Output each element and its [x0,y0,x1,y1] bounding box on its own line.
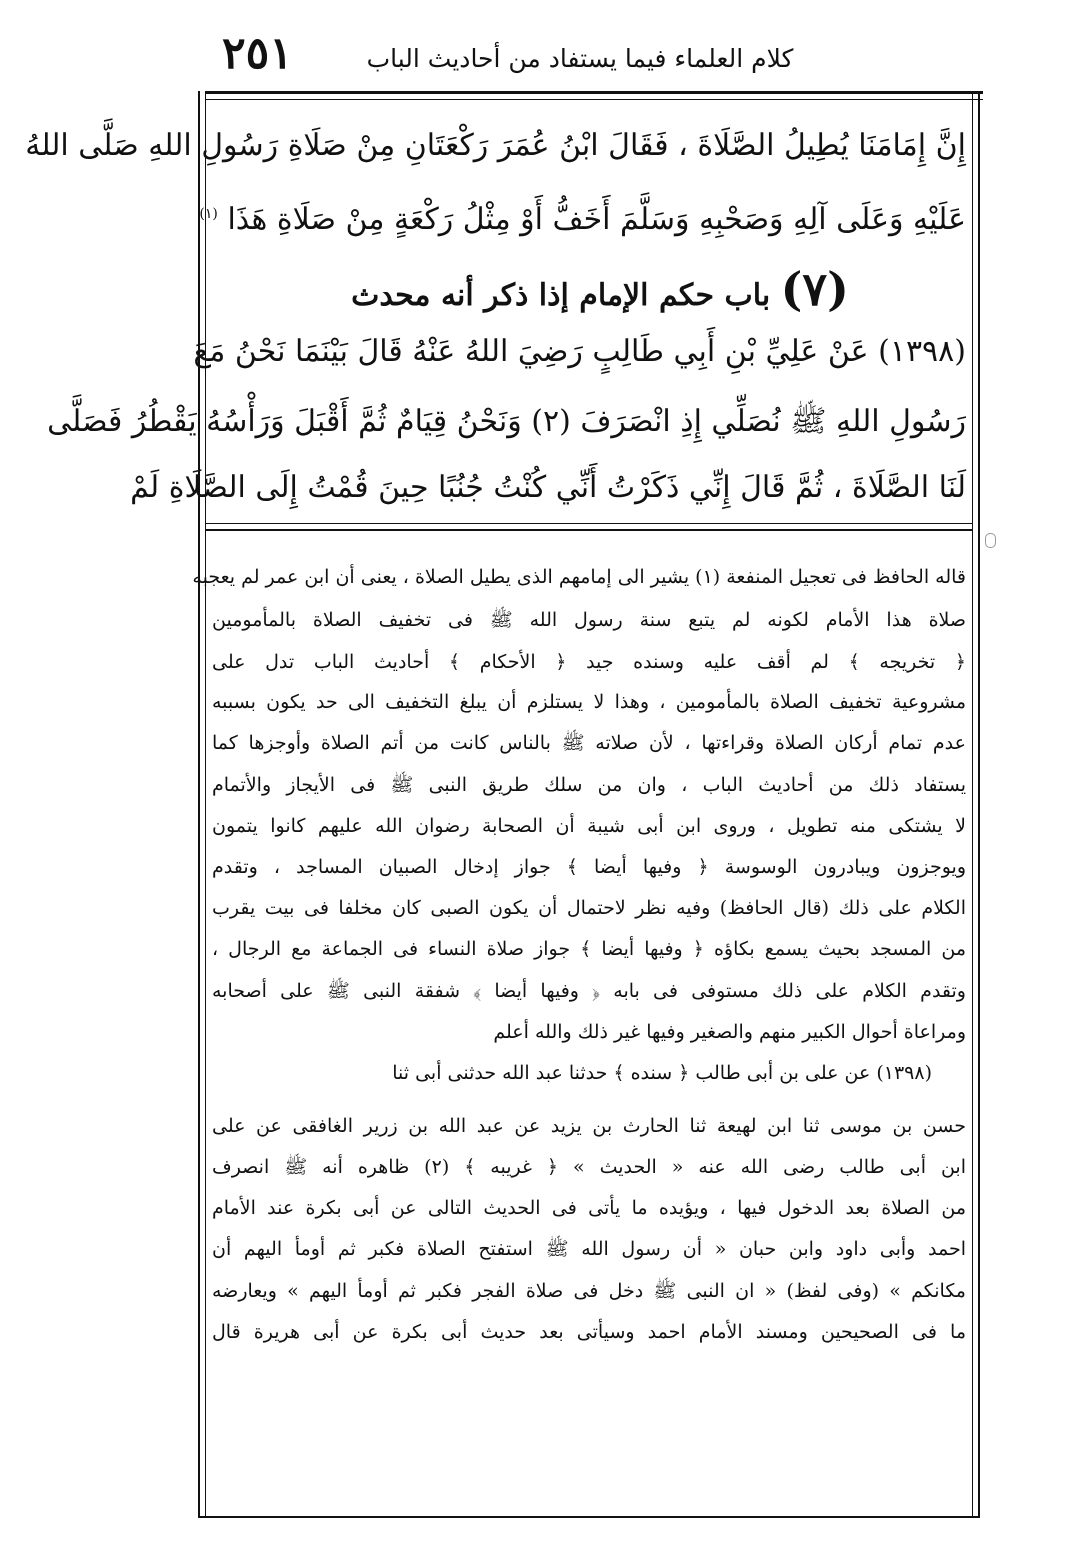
header-rule-thick [206,91,983,94]
commentary-line: ﴿ تخريجه ﴾ لم أقف عليه وسنده جيد ﴿ الأحكام ﴾ أحاديث الباب تدل على [212,651,966,673]
header-rule-thin [206,99,983,100]
footnote-marker: (١) [199,206,218,222]
commentary-line: قاله الحافظ فى تعجيل المنفعة (١) يشير الى إمامهم الذى يطيل الصلاة ، يعنى أن ابن عمر لم يعجبه [192,566,966,588]
commentary-line: صلاة هذا الأمام لكونه لم يتبع سنة رسول الله ﷺ فى تخفيف الصلاة بالمأمومين [212,609,966,631]
commentary-line: مكانكم » (وفى لفظ) « ان النبى ﷺ دخل فى صلاة الفجر فكبر ثم أومأ اليهم » ويعارضه [212,1280,966,1302]
commentary-line: حسن بن موسى ثنا ابن لهيعة ثنا الحارث بن يزيد عن عبد الله بن زرير الغافقى عن على [212,1115,966,1137]
frame-bottom [198,1516,980,1518]
commentary-line: من الصلاة بعد الدخول فيها ، ويؤيده ما يأتى فى الحديث التالى عن أبى بكرة عند الأمام [212,1197,966,1219]
hadith-1398-line: (١٣٩٨) عَنْ عَلِيِّ بْنِ أَبِي طَالِبٍ رَضِيَ اللهُ عَنْهُ قَالَ بَيْنَمَا نَحْنُ مَعَ [193,334,966,369]
commentary-line: لا يشتكى منه تطويل ، وروى ابن أبى شيبة أن الصحابة رضوان الله عليهم كانوا يتمون [212,815,966,837]
commentary-line: من المسجد بحيث يسمع بكاؤه ﴿ وفيها أيضا ﴾ جواز صلاة النساء فى الجماعة مع الرجال ، [212,938,966,960]
commentary-line: احمد وأبى داود وابن حبان « أن رسول الله ﷺ استفتح الصلاة فكبر ثم أومأ اليهم أن [212,1238,966,1260]
commentary-line: ما فى الصحيحين ومسند الأمام احمد وسيأتى بعد حديث أبى بكرة عن أبى هريرة قال [212,1321,966,1343]
hadith-text-span: عَلَيْهِ وَعَلَى آلِهِ وَصَحْبِهِ وَسَلَّمَ أَخَفُّ أَوْ مِثْلُ رَكْعَةٍ مِنْ صَلَاةِ هَذَا [227,202,966,237]
chapter-heading [340,262,860,316]
hadith-text-line: إِنَّ إِمَامَنَا يُطِيلُ الصَّلَاةَ ، فَقَالَ ابْنُ عُمَرَ رَكْعَتَانِ مِنْ صَلَاةِ رَسُولِ اللهِ صَلَّى اللهُ [25,128,966,163]
commentary-line: ويوجزون ويبادرون الوسوسة ﴿ وفيها أيضا ﴾ جواز إدخال الصبيان المساجد ، وتقدم [212,856,966,878]
commentary-line: ومراعاة أحوال الكبير منهم والصغير وفيها غير ذلك والله أعلم [493,1021,966,1043]
commentary-line: ابن أبى طالب رضى الله عنه « الحديث » ﴿ غريبه ﴾ (٢) ظاهره أنه ﷺ انصرف [212,1156,966,1178]
hadith-1398-line: رَسُولِ اللهِ ﷺ نُصَلِّي إِذِ انْصَرَفَ (٢) وَنَحْنُ قِيَامٌ ثُمَّ أَقْبَلَ وَرَأْسُهُ يَقْطُرُ فَصَلَّى [47,404,966,439]
frame-right-outer [978,91,980,1518]
commentary-line: مشروعية تخفيف الصلاة بالمأمومين ، وهذا لا يستلزم أن يبلغ التخفيف الى حد يكون بسببه [212,691,966,713]
hadith-text-line [199,192,966,240]
commentary-separator-thin [206,523,972,524]
running-header-title: كلام العلماء فيما يستفاد من أحاديث الباب [366,44,794,73]
commentary-separator-thick [206,529,972,531]
commentary-line: وتقدم الكلام على ذلك مستوفى فى بابه ﴿ وفيها أيضا ﴾ شفقة النبى ﷺ على أصحابه [212,980,966,1002]
frame-left-outer [198,91,200,1518]
commentary-line: (١٣٩٨) عن على بن أبى طالب ﴿ سنده ﴾ حدثنا عبد الله حدثنى أبى ثنا [392,1062,932,1084]
frame-left-inner [205,91,206,1518]
margin-mark [985,533,996,548]
page-number: ٢٥١ [222,28,293,79]
commentary-line: عدم تمام أركان الصلاة وقراءتها ، لأن صلاته ﷺ بالناس كانت من أتم الصلاة وأوجزها كما [212,732,966,754]
commentary-line: الكلام على ذلك (قال الحافظ) وفيه نظر لاحتمال أن يكون الصبى كان مخلفا فى بيت يقرب [212,897,966,919]
chapter-number: (٧) [780,262,849,316]
commentary-line: يستفاد ذلك من أحاديث الباب ، وان من سلك طريق النبى ﷺ فى الأيجاز والأتمام [212,774,966,796]
frame-right-inner [972,91,973,1518]
hadith-1398-line: لَنَا الصَّلَاةَ ، ثُمَّ قَالَ إِنِّي ذَكَرْتُ أَنِّي كُنْتُ جُنُبًا حِينَ قُمْتُ إِلَى الصَّلَاةِ لَمْ [130,470,966,505]
chapter-title: باب حكم الإمام إذا ذكر أنه محدث [351,278,771,313]
